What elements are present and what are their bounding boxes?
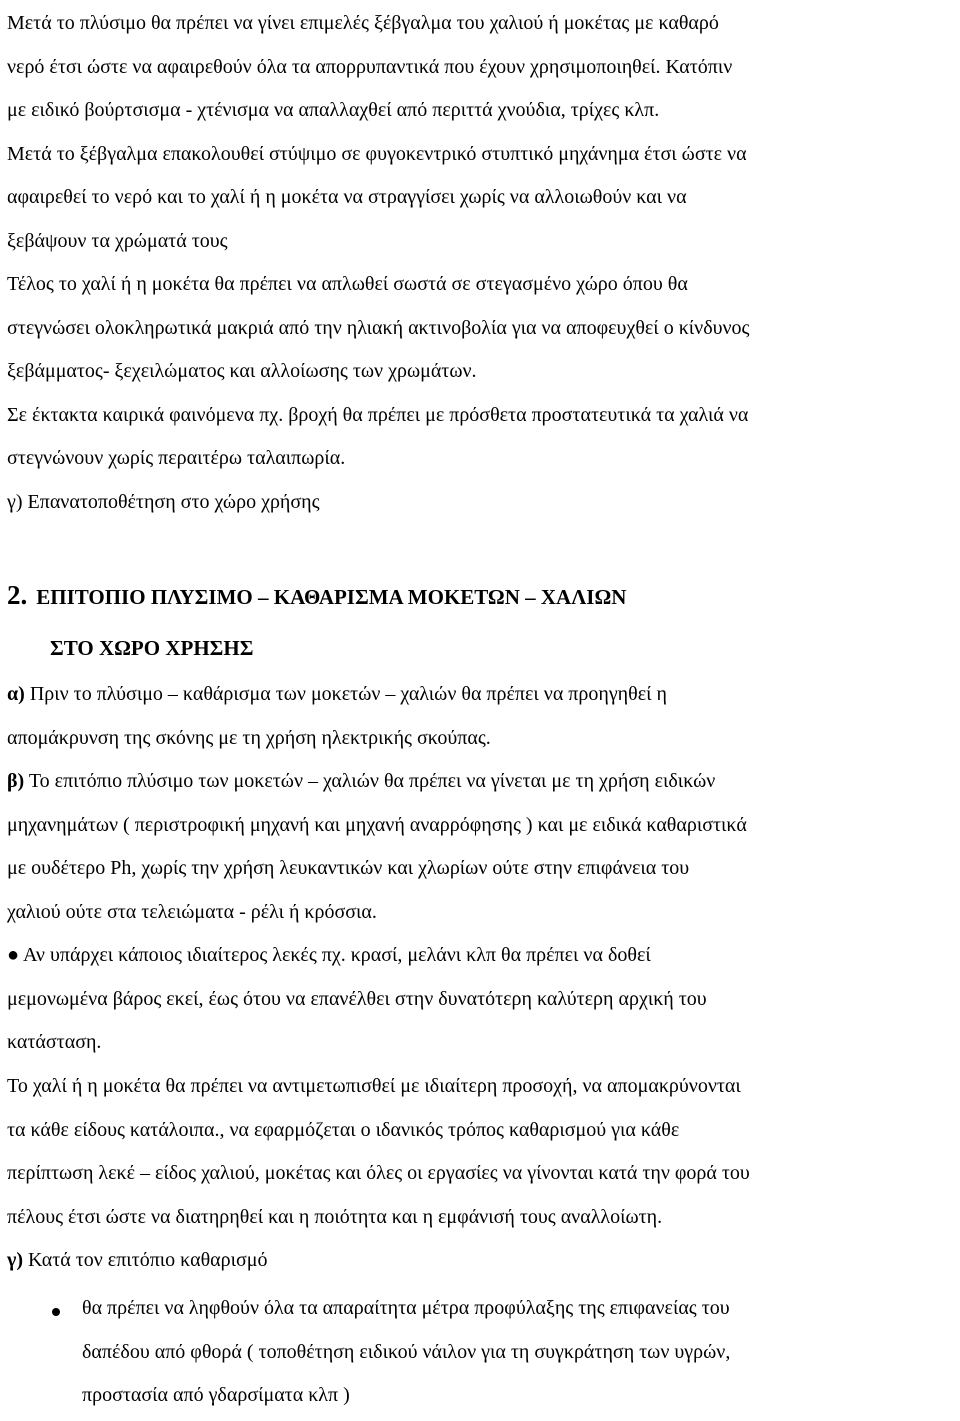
- section-title-line2: ΣΤΟ ΧΩΡΟ ΧΡΗΣΗΣ: [50, 636, 254, 660]
- paragraph-line: με ειδικό βούρτσισμα - χτένισμα να απαλλαχθεί από περιττά χνούδια, τρίχες κλπ.: [7, 99, 660, 121]
- care-line1: Το χαλί ή η μοκέτα θα πρέπει να αντιμετωπισθεί με ιδιαίτερη προσοχή, να απομακρύνονται: [7, 1075, 741, 1097]
- section-a-line1: [7, 684, 667, 704]
- section-number: 2.: [7, 580, 28, 610]
- section-a-label: α): [7, 683, 25, 705]
- bullet-line1: θα πρέπει να ληφθούν όλα τα απαραίτητα μέτρα προφύλαξης της επιφανείας του: [82, 1297, 730, 1319]
- paragraph-line: αφαιρεθεί το νερό και το χαλί ή η μοκέτα να στραγγίσει χωρίς να αλλοιωθούν και να: [7, 186, 687, 208]
- care-line3: περίπτωση λεκέ – είδος χαλιού, μοκέτας και όλες οι εργασίες να γίνονται κατά την φορά του: [7, 1162, 750, 1184]
- section-c-title: Κατά τον επιτόπιο καθαρισμό: [23, 1249, 268, 1271]
- section-c-label: γ): [7, 1249, 24, 1271]
- care-line4: πέλους έτσι ώστε να διατηρηθεί και η ποιότητα και η εμφάνισή τους αναλλοίωτη.: [7, 1206, 663, 1228]
- section-heading-2: [7, 582, 626, 609]
- care-line2: τα κάθε είδους κατάλοιπα., να εφαρμόζεται ο ιδανικός τρόπος καθαρισμού για κάθε: [7, 1119, 680, 1141]
- stain-line1: ● Αν υπάρχει κάποιος ιδιαίτερος λεκές πχ. κρασί, μελάνι κλπ θα πρέπει να δοθεί: [7, 944, 651, 966]
- bullet-icon: [52, 1308, 60, 1316]
- section-a-text: Πριν το πλύσιμο – καθάρισμα των μοκετών – χαλιών θα πρέπει να προηγηθεί η: [24, 683, 667, 705]
- paragraph-line: Τέλος το χαλί ή η μοκέτα θα πρέπει να απλωθεί σωστά σε στεγασμένο χώρο όπου θα: [7, 273, 688, 295]
- section-b-line3: με ουδέτερο Ph, χωρίς την χρήση λευκαντικών και χλωρίων ούτε στην επιφάνεια του: [7, 857, 690, 879]
- paragraph-line: ξεβάμματος- ξεχειλώματος και αλλοίωσης των χρωμάτων.: [7, 360, 477, 382]
- bullet-line3: προστασία από γδαρσίματα κλπ ): [82, 1384, 350, 1406]
- section-b-text: Το επιτόπιο πλύσιμο των μοκετών – χαλιών θα πρέπει να γίνεται με τη χρήση ειδικών: [24, 770, 716, 792]
- section-b-line4: χαλιού ούτε στα τελειώματα - ρέλι ή κρόσσια.: [7, 901, 377, 923]
- section-b-line1: [7, 771, 715, 791]
- bullet-line2: δαπέδου από φθορά ( τοποθέτηση ειδικού νάιλον για τη συγκράτηση των υγρών,: [82, 1341, 731, 1363]
- paragraph-line: Μετά το πλύσιμο θα πρέπει να γίνει επιμελές ξέβγαλμα του χαλιού ή μοκέτας με καθαρό: [7, 12, 719, 34]
- paragraph-line: νερό έτσι ώστε να αφαιρεθούν όλα τα απορρυπαντικά που έχουν χρησιμοποιηθεί. Κατόπιν: [7, 56, 733, 78]
- paragraph-line: στεγνώσει ολοκληρωτικά μακριά από την ηλιακή ακτινοβολία για να αποφευχθεί ο κίνδυνος: [7, 317, 750, 339]
- stain-line3: κατάσταση.: [7, 1031, 102, 1053]
- paragraph-line: στεγνώνουν χωρίς περαιτέρω ταλαιπωρία.: [7, 447, 346, 469]
- section-b-label: β): [7, 770, 25, 792]
- section-a-line2: απομάκρυνση της σκόνης με τη χρήση ηλεκτρικής σκούπας.: [7, 727, 491, 749]
- section-title-line1: ΕΠΙΤΟΠΙΟ ΠΛΥΣΙΜΟ – ΚΑΘΑΡΙΣΜΑ ΜΟΚΕΤΩΝ – ΧΑΛΙΩΝ: [36, 585, 627, 609]
- stain-line2: μεμονωμένα βάρος εκεί, έως ότου να επανέλθει στην δυνατότερη καλύτερη αρχική του: [7, 988, 707, 1010]
- paragraph-line: ξεβάψουν τα χρώματά τους: [7, 230, 228, 252]
- section-c-heading: [7, 1250, 268, 1270]
- section-heading-gamma: γ) Επανατοποθέτηση στο χώρο χρήσης: [7, 491, 320, 513]
- paragraph-line: Μετά το ξέβγαλμα επακολουθεί στύψιμο σε φυγοκεντρικό στυπτικό μηχάνημα έτσι ώστε να: [7, 143, 747, 165]
- section-b-line2: μηχανημάτων ( περιστροφική μηχανή και μηχανή αναρρόφησης ) και με ειδικά καθαριστικά: [7, 814, 747, 836]
- paragraph-line: Σε έκτακτα καιρικά φαινόμενα πχ. βροχή θα πρέπει με πρόσθετα προστατευτικά τα χαλιά να: [7, 404, 749, 426]
